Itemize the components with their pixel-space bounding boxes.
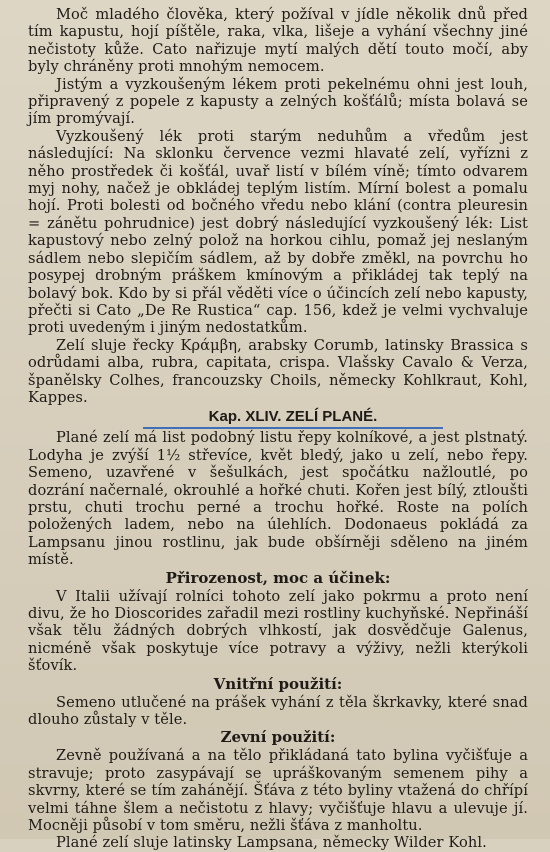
paragraph-cabbage-names: Zelí sluje řecky Κράμβη, arabsky Corumb, latinsky Brassica s odrůdami alba, rubra, capitata, crispa. Vlašsky Cavalo & Verza, španělsky Colhes, francouzsky Choils, německy Kohlkraut, Kohl, Kappes. (28, 336, 528, 406)
paragraph-ulcer-remedy: Vyzkoušený lék proti starým neduhům a vředům jest následující: Na sklonku července vezmi hlavaté zelí, vyřízni z něho prostředek či košťál, uvař listí v bílém víně; tímto odvarem myj nohy, načež je obkládej teplým listím. Mírní bolest a pomalu hojí. Proti bolesti od bočného vředu nebo klání (contra pleuresin = zánětu pohrudnice) jest dobrý následující vyzkoušený lék: List kapustový nebo zelný polož na horkou cihlu, pomaž jej neslaným sádlem nebo slepičím sádlem, až by dobře změkl, na povrchu ho posypej drobným práškem kmínovým a přikládej tak teplý na bolavý bok. Kdo by si přál věděti více o účincích zelí nebo kapusty, přečti si Cato „De Re Rustica“ cap. 156, kdež je velmi vychvaluje proti uvedeným i jiným nedostatkům. (28, 127, 528, 337)
paragraph-lye-remedy: Jistým a vyzkoušeným lékem proti pekelnému ohni jest louh, připravený z popele z kapusty a zelných košťálů; místa bolavá se jím promývají. (28, 75, 528, 128)
paragraph-wild-cabbage-description: Plané zelí má list podobný listu řepy kolníkové, a jest plstnatý. Lodyha je zvýší 1½ střevíce, květ bledý, jako u zelí, nebo řepy. Semeno, uzavřené v šešulkách, jest spočátku nažloutlé, po dozrání načernalé, okrouhlé a hořké chuti. Kořen jest bílý, ztloušti prstu, chuti trochu perné a trochu hořké. Roste na polích položených ladem, nebo na úlehlích. Dodonaeus pokládá za Lampsanu jinou rostlinu, jak bude obšírněji sděleno na jiném místě. (28, 429, 528, 569)
chapter-heading: Kap. XLIV. ZELÍ PLANÉ. (143, 407, 443, 429)
section-heading-nature: Přirozenost, moc a účinek: (165, 568, 391, 587)
paragraph-internal-use: Semeno utlučené na prášek vyhání z těla škrkavky, které snad dlouho zůstaly v těle. (28, 693, 528, 729)
paragraph-wild-cabbage-names: Plané zelí sluje latinsky Lampsana, německy Wilder Kohl. (56, 834, 487, 852)
paragraph-urine-remedy: Moč mladého člověka, který požíval v jídle několik dnů před tím kapustu, hojí píštěle, raka, vlka, lišeje a vyhání všechny jiné nečistoty kůže. Cato nařizuje mytí malých dětí touto močí, aby byly chráněny proti mnohým nemocem. (28, 6, 528, 76)
paragraph-nature: V Italii užívají rolníci tohoto zelí jako pokrmu a proto není divu, že ho Dioscorides zařadil mezi rostliny kuchyňské. Nepřináší však tělu žádných dobrých vlhkostí, jak dosvědčuje Galenus, nicméně však poskytuje více potravy a výživy, nežli kterýkoli šťovík. (28, 587, 528, 675)
paragraph-external-use: Zevně používaná a na tělo přikládaná tato bylina vyčišťuje a stravuje; proto zasypávají se upráškovaným semenem pihy a skvrny, které se tím zahánějí. Šťáva z této byliny vtažená do chřípí velmi táhne šlem a nečistotu z hlavy; vyčišťuje hlavu a ulevuje jí. Mocněji působí v tom směru, nežli šťáva z manholtu. (28, 747, 528, 835)
section-heading-internal-use: Vnitřní použití: (213, 674, 343, 693)
section-heading-external-use: Zevní použití: (220, 728, 336, 747)
